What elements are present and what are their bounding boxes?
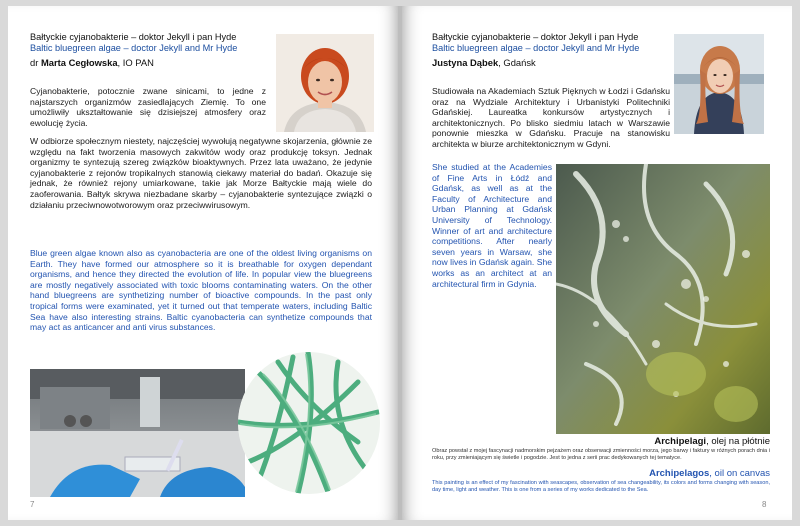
left-header-en: Baltic bluegreen algae – doctor Jekyll and Mr Hyde	[30, 43, 238, 53]
microscope-algae-image	[238, 352, 380, 494]
right-header-pl: Bałtyckie cyjanobakterie – doktor Jekyll i pan Hyde	[432, 32, 639, 42]
left-body-en: Blue green algae known also as cyanobacteria are one of the oldest living organisms on Earth. They have formed our atmosphere so it is breathable for oxygen dependant organisms, and hence they directed the evolution of life. In popular view the bluegreens are mostly negatively associated with toxic blooms contaminating waters. On the other hand bluegreens are synthetizing number of bioactive compounds. In the past only tropical forms were examinated, yet it turned out that temperate waters, including Baltic Sea have also interesting strains. Baltic cyanobacteria can synthetize compounds that may act as anticancer and anti virus substances.	[30, 248, 372, 333]
artwork-title-en	[556, 468, 770, 479]
left-body-pl-2: W odbiorze społecznym niestety, najczęściej wywołują negatywne skojarzenia, głównie ze względu na fakt tworzenia masowych zakwitów wody oraz produkcję toksyn. Jednak organizmy te syntezują szereg związków bioaktywnych. Przez lata uważano, że jedynie cyjanobakterie z rejonów tropikalnych stanowią ciekawy materiał do badań. Okazuje się jednak, że również rejony umiarkowane, takie jak Morze Bałtyckie mają wiele do zaoferowania. Bałtyk skrywa niezbadane skarby – cyjanobakterie syntezujące związki o działaniu przeciwnowotworowym oraz przeciwwirusowym.	[30, 136, 372, 210]
left-body-pl-1: Cyjanobakterie, potocznie zwane sinicami, to jedne z najstarszych organizmów zasiedlających Ziemię. To one umożliwiły ukształtowanie się dzisiejszej atmosfery oraz ewolucję życia.	[30, 86, 266, 128]
right-header	[432, 32, 692, 68]
artwork-caption-pl: Obraz powstał z mojej fascynacji nadmorskim pejzażem oraz obserwacji zmienności morza, jego barwy i faktury w różnych porach dnia i roku, przy zmieniającym się świetle i pogodzie. Jest to jedna z serii prac dedykowanych tej tematyce.	[432, 448, 770, 461]
right-author	[432, 57, 692, 68]
left-header	[30, 32, 280, 68]
left-author	[30, 57, 280, 68]
left-header-pl: Bałtyckie cyjanobakterie – doktor Jekyll i pan Hyde	[30, 32, 237, 42]
lab-photo	[30, 369, 245, 497]
painting-archipelagi	[556, 164, 770, 434]
artist-bio-pl: Studiowała na Akademiach Sztuk Pięknych w Łodzi i Gdańsku oraz na Wydziale Architektury i Urbanistyki Politechniki Gdańskiej. Laureatka konkursów artystycznych i architektonicznych. Po blisko siedmiu latach w Warszawie ponownie mieszka w Gdańsku. Pracuje na stanowisku architekta w biurze architektonicznym w Gdyni.	[432, 86, 670, 149]
author-prefix: dr	[30, 57, 39, 68]
artwork-title-pl	[556, 436, 770, 447]
right-page	[402, 6, 792, 520]
artwork-name-en: Archipelagos	[649, 468, 710, 479]
author-name: Marta Cegłowska	[40, 57, 118, 68]
left-page	[8, 6, 398, 520]
artist-name: Justyna Dąbek	[432, 57, 499, 68]
right-header-en: Baltic bluegreen algae – doctor Jekyll and Mr Hyde	[432, 43, 640, 53]
artwork-medium-pl: , olej na płótnie	[706, 436, 770, 447]
author-affiliation: , IO PAN	[117, 57, 154, 68]
artwork-caption-en: This painting is an effect of my fascination with seascapes, observation of sea changeability, its colors and forms changing with season, day time, light and weather. This is one from a series of my works dedicated to the Sea.	[432, 480, 770, 493]
right-page-number: 8	[762, 500, 767, 509]
artist-portrait-photo	[674, 34, 764, 134]
artwork-medium-en: , oil on canvas	[709, 468, 770, 479]
artist-affiliation: , Gdańsk	[498, 57, 536, 68]
artwork-name-pl: Archipelagi	[654, 436, 707, 447]
left-page-number: 7	[30, 500, 35, 509]
artist-bio-en: She studied at the Academies of Fine Arts in Łódź and Gdańsk, as well as at the Faculty of Architecture and Urban Planning at Gdańsk University of Technology. Winner of art and architecture competitions. After nearly seven years in Warsaw, she now lives in Gdańsk again. She works as an architect at an architectural firm in Gdynia.	[432, 162, 552, 289]
author-portrait-photo	[276, 34, 374, 132]
